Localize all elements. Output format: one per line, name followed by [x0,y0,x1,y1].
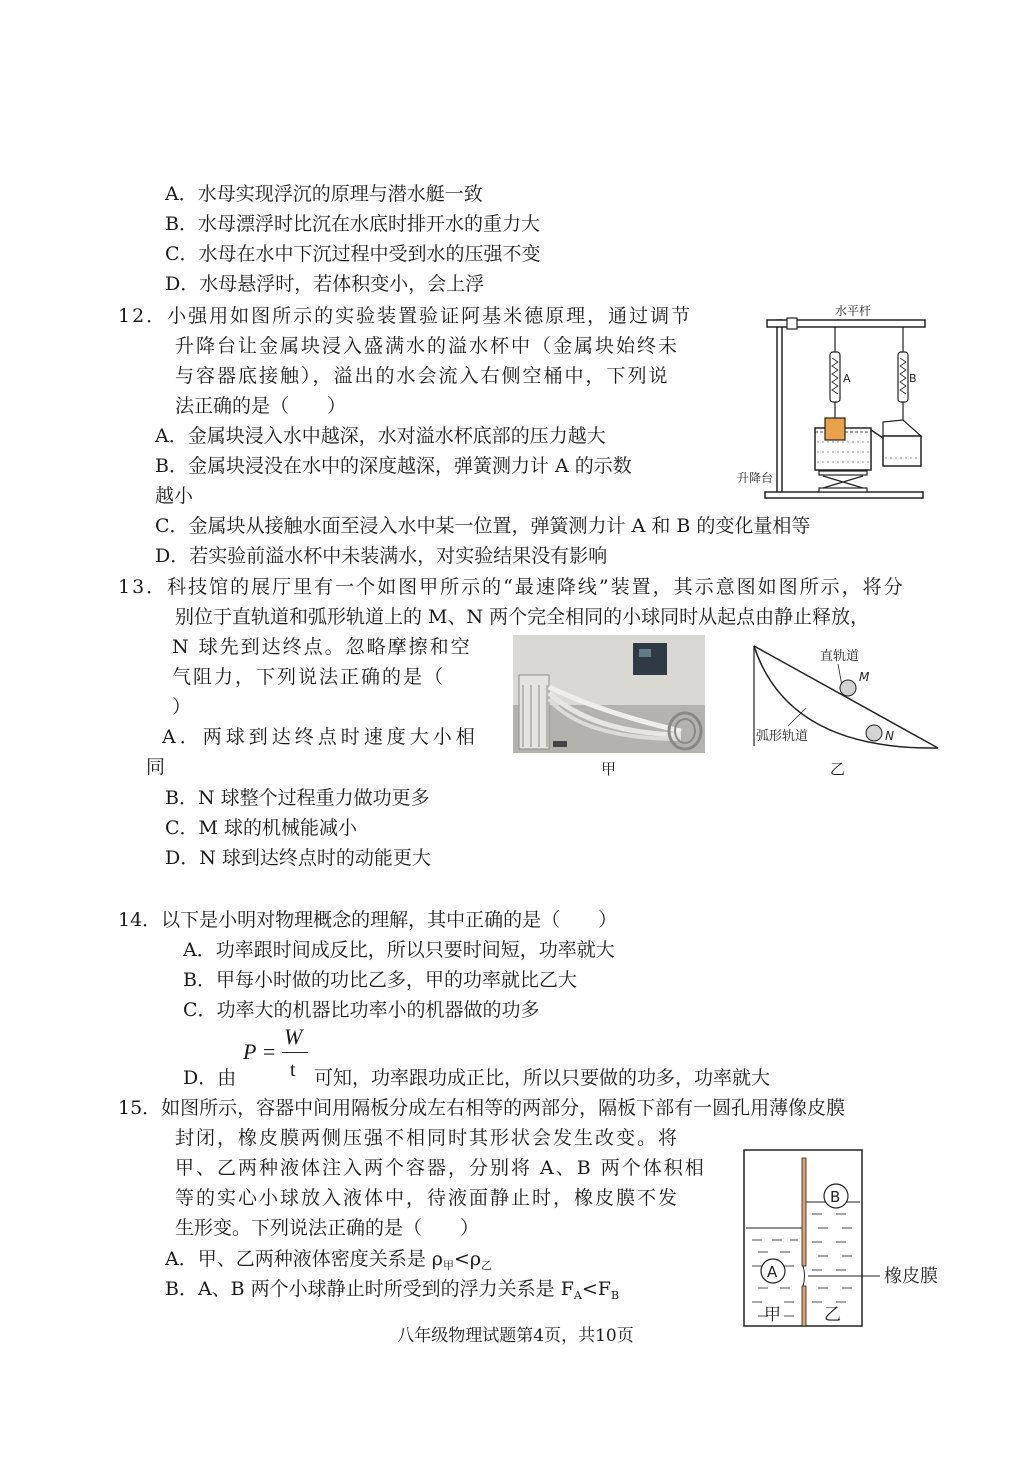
formula-lhs: P = [243,1039,277,1064]
ball-n-label: N [885,729,894,743]
q11-option-a: A．水母实现浮沉的原理与潜水艇一致 [165,183,483,205]
q13-stem-line-1: 13．科技馆的展厅里有一个如图甲所示的“最速降线”装置，其示意图如图所示，将分 [118,576,905,598]
q15-stem-line-3: 甲、乙两种液体注入两个容器，分别将 A、B 两个体积相 [175,1157,706,1179]
photo-caption: 甲 [601,760,617,778]
ball-m-label: M [859,670,870,684]
q15-container-figure [740,1148,960,1328]
q12-apparatus-figure [735,300,935,505]
bar-label: 水平杆 [835,304,872,318]
q12-option-d: D．若实验前溢水杯中未装满水，对实验结果没有影响 [155,545,608,567]
q15-stem-line-2: 封闭，橡皮膜两侧压强不相同时其形状会发生改变。将 [175,1127,680,1149]
q13-stem-line-2: 别位于直轨道和弧形轨道上的 M、N 两个完全相同的小球同时从起点由静止释放， [175,606,870,628]
membrane-label: 橡皮膜 [884,1266,938,1287]
q15-stem-line-5: 生形变。下列说法正确的是（ ） [175,1217,480,1239]
q13-option-d: D．N 球到达终点时的动能更大 [165,847,431,869]
q12-option-a: A．金属块浸入水中越深，水对溢水杯底部的压力越大 [155,425,606,447]
q12-option-b-cont: 越小 [155,485,194,507]
q13-option-a-cont: 同 [146,756,166,778]
q14-option-a: A．功率跟时间成反比，所以只要时间短，功率就大 [183,939,615,961]
q13-track-diagram [748,640,946,752]
q14-option-d-prefix: D．由 [183,1067,237,1089]
scale-a-label: A [843,372,851,385]
q15-stem-line-1: 15．如图所示，容器中间用隔板分成左右相等的两部分，隔板下部有一圆孔用薄像皮膜 [118,1097,846,1119]
arc-track-label: 弧形轨道 [756,729,809,744]
q14-option-b: B．甲每小时做的功比乙多，甲的功率就比乙大 [183,969,577,991]
q12-stem-line-2: 升降台让金属块浸入盛满水的溢水杯中（金属块始终未 [175,335,680,357]
formula-numerator: W [284,1024,303,1049]
q12-stem-line-4: 法正确的是（ ） [175,395,347,417]
left-liquid-label: 甲 [764,1305,781,1325]
fraction-bar [282,1052,308,1053]
q14-option-c: C．功率大的机器比功率小的机器做的功多 [183,999,540,1021]
q15-stem-line-4: 等的实心小球放入液体中，待液面静止时，橡皮膜不发 [175,1187,680,1209]
q12-stem-line-3: 与容器底接触），溢出的水会流入右侧空桶中，下列说 [175,365,670,387]
q11-option-b: B．水母漂浮时比沉在水底时排开水的重力大 [165,213,540,235]
q14-option-d-suffix: 可知，功率跟功成正比，所以只要做的功多，功率就大 [314,1067,771,1089]
ball-a-label: A [767,1263,778,1281]
formula-denominator: t [290,1059,296,1081]
q13-stem-line-5: ） [172,696,192,718]
q15-option-b: B．A、B 两个小球静止时所受到的浮力关系是 $F_A<F_B$ [165,1278,620,1302]
scale-b-label: B [909,372,917,385]
straight-track-label: 直轨道 [820,649,860,664]
ball-b-label: B [830,1188,841,1206]
page-footer: 八年级物理试题第4页，共10页 [397,1326,634,1346]
q13-stem-line-4: 气阻力，下列说法正确的是（ [172,666,446,688]
q11-option-c: C．水母在水中下沉过程中受到水的压强不变 [165,243,541,265]
q12-option-b: B．金属块浸没在水中的深度越深，弹簧测力计 A 的示数 [155,455,632,477]
q12-option-c: C．金属块从接触水面至浸入水中某一位置，弹簧测力计 A 和 B 的变化量相等 [155,515,811,537]
diagram-caption: 乙 [830,760,846,778]
q13-photo-figure [513,635,705,753]
q15-option-a: A．甲、乙两种液体密度关系是 $\rho_甲<\rho_乙$ [165,1248,493,1272]
right-liquid-label: 乙 [824,1305,841,1325]
q14-stem: 14．以下是小明对物理概念的理解，其中正确的是（ ） [118,909,618,931]
q13-option-a: A．两球到达终点时速度大小相 [162,726,479,748]
q11-option-d: D．水母悬浮时，若体积变小，会上浮 [165,273,485,295]
lift-label: 升降台 [737,471,774,485]
q12-stem-line-1: 12．小强用如图所示的实验装置验证阿基米德原理，通过调节 [118,305,693,327]
q13-option-b: B．N 球整个过程重力做功更多 [165,787,430,809]
q13-option-c: C．M 球的机械能减小 [165,817,358,839]
q13-stem-line-3: N 球先到达终点。忽略摩擦和空 [172,636,472,658]
